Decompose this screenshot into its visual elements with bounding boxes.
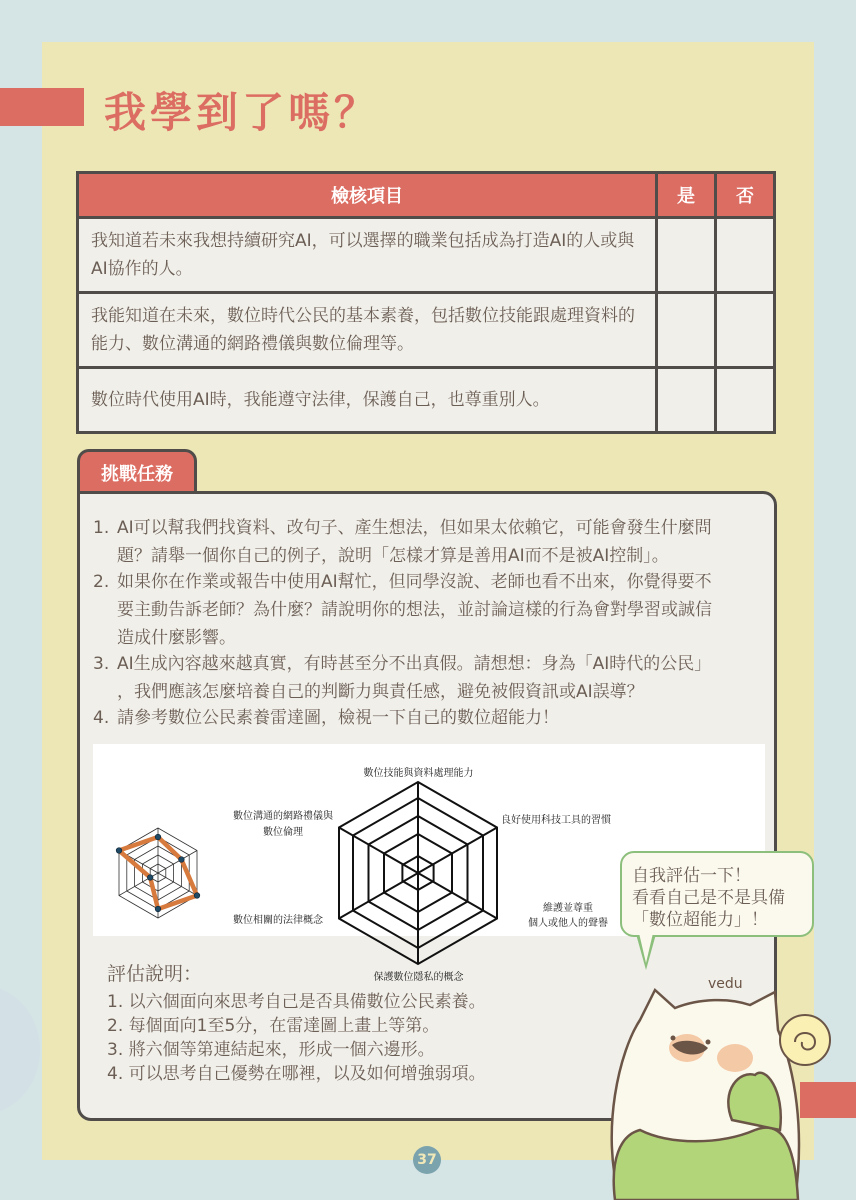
speech-bubble <box>620 851 814 937</box>
question-text: ，我們應該怎麼培養自己的判斷力與責任感，避免被假資訊或AI誤導？ <box>117 682 644 702</box>
blank-radar-chart <box>333 770 503 970</box>
checklist-item-text: 數位時代使用AI時，我能遵守法律，保護自己，也尊重別人。 <box>78 368 657 433</box>
mascot-illustration <box>580 970 856 1200</box>
example-radar-chart <box>103 818 213 928</box>
question-number: 1. <box>93 518 110 538</box>
evaluation-item: 4. 可以思考自己優勢在哪裡，以及如何增強弱項。 <box>107 1064 486 1084</box>
evaluation-title: 評估說明： <box>107 963 203 985</box>
mascot-label: vedu <box>708 976 743 992</box>
question-text: 請參考數位公民素養雷達圖，檢視一下自己的數位超能力！ <box>117 708 559 728</box>
yes-checkbox[interactable] <box>657 218 716 293</box>
header-item: 檢核項目 <box>78 173 657 218</box>
radar-label-upper-right: 良好使用科技工具的習慣 <box>501 815 611 826</box>
evaluation-item: 1. 以六個面向來思考自己是否具備數位公民素養。 <box>107 992 486 1012</box>
question-text: 要主動告訴老師？為什麼？請說明你的想法，並討論這樣的行為會對學習或誠信 <box>117 600 712 620</box>
radar-label-upper-left-1: 數位溝通的網路禮儀與 <box>233 811 333 822</box>
speech-bubble-tail-inner <box>639 933 653 963</box>
checklist-row <box>78 293 775 368</box>
evaluation-item: 2. 每個面向1至5分，在雷達圖上畫上等第。 <box>107 1016 440 1036</box>
bubble-text: 「數位超能力」！ <box>632 910 768 930</box>
checklist-row <box>78 368 775 433</box>
question-text: 造成什麼影響。 <box>117 628 236 648</box>
question-text: 如果你在作業或報告中使用AI幫忙，但同學沒說、老師也看不出來，你覺得要不 <box>117 572 712 592</box>
title-accent-bar <box>0 88 84 126</box>
checklist-item-text: 我能知道在未來，數位時代公民的基本素養，包括數位技能跟處理資料的能力、數位溝通的網路禮儀與數位倫理等。 <box>78 293 657 368</box>
no-checkbox[interactable] <box>716 218 775 293</box>
page-number: 37 <box>413 1146 441 1174</box>
evaluation-item: 3. 將六個等第連結起來，形成一個六邊形。 <box>107 1040 435 1060</box>
question-3 <box>93 650 773 706</box>
radar-label-lower-right-2: 個人或他人的聲譽 <box>528 918 608 929</box>
question-number: 3. <box>93 654 110 674</box>
question-number: 2. <box>93 572 110 592</box>
radar-label-bottom: 保護數位隱私的概念 <box>373 972 464 983</box>
challenge-tab: 挑戰任務 <box>77 449 197 493</box>
question-2 <box>93 568 773 652</box>
checklist-table <box>76 171 776 434</box>
checklist-row <box>78 218 775 293</box>
radar-label-lower-left: 數位相關的法律概念 <box>233 915 323 926</box>
question-text: 題？請舉一個你自己的例子，說明「怎樣才算是善用AI而不是被AI控制」。 <box>117 546 669 566</box>
header-yes: 是 <box>657 173 716 218</box>
bubble-text: 看看自己是不是具備 <box>632 888 785 908</box>
header-no: 否 <box>716 173 775 218</box>
decorative-circle <box>0 985 40 1115</box>
no-checkbox[interactable] <box>716 368 775 433</box>
radar-label-lower-right-1: 維護並尊重 <box>543 903 593 914</box>
no-checkbox[interactable] <box>716 293 775 368</box>
radar-label-upper-left-2: 數位倫理 <box>263 827 303 838</box>
radar-label-top: 數位技能與資料處理能力 <box>363 768 474 779</box>
question-1 <box>93 514 773 570</box>
question-text: AI可以幫我們找資料、改句子、產生想法，但如果太依賴它，可能會發生什麼問 <box>117 518 712 538</box>
yes-checkbox[interactable] <box>657 293 716 368</box>
question-4 <box>93 704 773 732</box>
question-text: AI生成內容越來越真實，有時甚至分不出真假。請想想：身為「AI時代的公民」 <box>117 654 712 674</box>
question-number: 4. <box>93 708 110 728</box>
bubble-text: 自我評估一下！ <box>632 866 751 886</box>
page-title: 我學到了嗎？ <box>104 88 381 137</box>
checklist-header-row <box>78 173 775 218</box>
yes-checkbox[interactable] <box>657 368 716 433</box>
checklist-item-text: 我知道若未來我想持續研究AI，可以選擇的職業包括成為打造AI的人或與AI協作的人。 <box>78 218 657 293</box>
